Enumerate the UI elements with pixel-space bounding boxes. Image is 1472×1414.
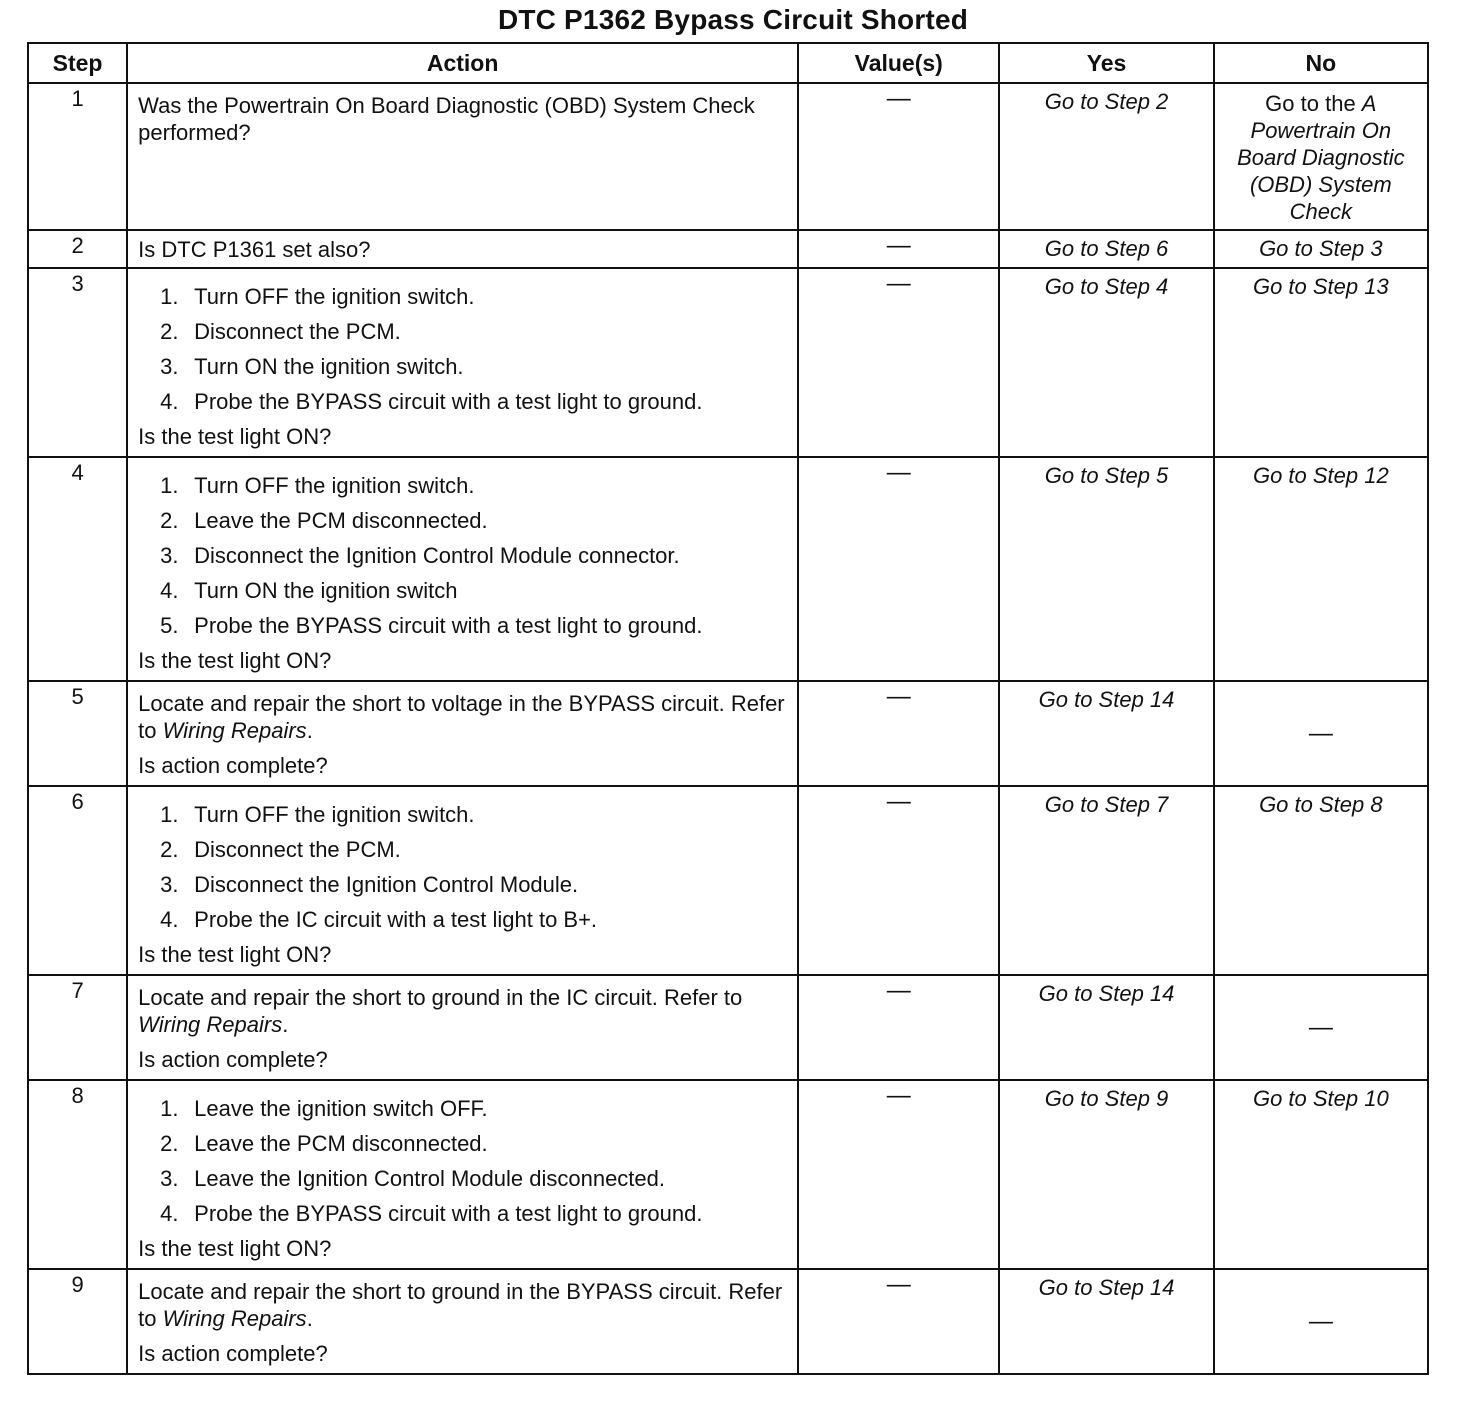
list-item: 1. Turn OFF the ignition switch. bbox=[160, 284, 475, 309]
substep-text: Probe the BYPASS circuit with a test light to ground. bbox=[194, 389, 703, 414]
yes-cell: Go to Step 14 bbox=[999, 1269, 1213, 1374]
page-title: DTC P1362 Bypass Circuit Shorted bbox=[497, 4, 969, 35]
substep-text: Disconnect the PCM. bbox=[194, 837, 401, 862]
list-item: 1. Leave the ignition switch OFF. bbox=[160, 1096, 488, 1121]
no-cell: Go to Step 12 bbox=[1214, 457, 1428, 681]
list-item: 4. Probe the IC circuit with a test light to B+. bbox=[160, 907, 598, 932]
substep-text: Leave the PCM disconnected. bbox=[194, 508, 488, 533]
substep-text: Leave the PCM disconnected. bbox=[194, 1131, 488, 1156]
action-text: Locate and repair the short to ground in the IC circuit. Refer to bbox=[138, 985, 743, 1010]
action-text: Was the Powertrain On Board Diagnostic (OBD) System Check performed? bbox=[138, 93, 755, 145]
diagnostic-table bbox=[27, 42, 1429, 1375]
value-cell: — bbox=[798, 230, 999, 268]
substep-text: Probe the BYPASS circuit with a test light to ground. bbox=[194, 613, 703, 638]
yes-cell: Go to Step 5 bbox=[999, 457, 1213, 681]
substep-text: Disconnect the PCM. bbox=[194, 319, 401, 344]
no-cell: Go to Step 13 bbox=[1214, 268, 1428, 457]
action-paragraph bbox=[138, 984, 787, 1038]
table-row bbox=[28, 681, 1428, 786]
wiring-repairs-ref: Wiring Repairs bbox=[162, 1306, 307, 1331]
table-row bbox=[28, 83, 1428, 230]
no-cell: — bbox=[1214, 1269, 1428, 1374]
table-header-row bbox=[28, 43, 1428, 83]
action-text-end: . bbox=[282, 1012, 289, 1037]
list-item: 2. Disconnect the PCM. bbox=[160, 319, 401, 344]
yes-cell: Go to Step 7 bbox=[999, 786, 1213, 975]
value-cell: — bbox=[798, 1269, 999, 1374]
action-cell bbox=[127, 975, 798, 1080]
action-cell bbox=[127, 83, 798, 230]
value-cell: — bbox=[798, 975, 999, 1080]
substep-text: Turn OFF the ignition switch. bbox=[194, 284, 475, 309]
no-cell: Go to Step 10 bbox=[1214, 1080, 1428, 1269]
step-number: 1 bbox=[28, 83, 127, 230]
step-number: 8 bbox=[28, 1080, 127, 1269]
action-text-end: . bbox=[306, 718, 313, 743]
wiring-repairs-ref: Wiring Repairs bbox=[138, 1012, 283, 1037]
header-yes: Yes bbox=[999, 43, 1213, 83]
list-item: 2. Leave the PCM disconnected. bbox=[160, 508, 488, 533]
no-cell: — bbox=[1214, 681, 1428, 786]
substep-text: Turn ON the ignition switch. bbox=[194, 354, 464, 379]
substep-text: Probe the BYPASS circuit with a test light to ground. bbox=[194, 1201, 703, 1226]
list-item: 3. Turn ON the ignition switch. bbox=[160, 354, 464, 379]
header-step: Step bbox=[28, 43, 127, 83]
yes-cell: Go to Step 9 bbox=[999, 1080, 1213, 1269]
list-item: 1. Turn OFF the ignition switch. bbox=[160, 473, 475, 498]
substep-list bbox=[160, 472, 787, 640]
no-cell bbox=[1214, 83, 1428, 230]
table-row bbox=[28, 457, 1428, 681]
action-paragraph bbox=[138, 1278, 787, 1332]
step-number: 3 bbox=[28, 268, 127, 457]
list-item: 5. Probe the BYPASS circuit with a test light to ground. bbox=[160, 613, 703, 638]
question-text: Is the test light ON? bbox=[138, 942, 332, 967]
question-text: Is the test light ON? bbox=[138, 1236, 332, 1261]
question-text: Is action complete? bbox=[138, 1047, 328, 1072]
action-text: Is DTC P1361 set also? bbox=[138, 237, 371, 262]
action-paragraph bbox=[138, 690, 787, 744]
substep-list bbox=[160, 1095, 787, 1228]
value-cell: — bbox=[798, 268, 999, 457]
question-text: Is action complete? bbox=[138, 753, 328, 778]
action-text-end: . bbox=[306, 1306, 313, 1331]
step-number: 2 bbox=[28, 230, 127, 268]
wiring-repairs-ref: Wiring Repairs bbox=[162, 718, 307, 743]
no-cell: Go to Step 8 bbox=[1214, 786, 1428, 975]
action-text: Locate and repair the short to voltage in the BYPASS circuit. Refer to bbox=[138, 691, 785, 743]
no-prefix: Go to the bbox=[1265, 91, 1362, 116]
substep-list bbox=[160, 801, 787, 934]
value-cell: — bbox=[798, 786, 999, 975]
table-row bbox=[28, 1269, 1428, 1374]
value-cell: — bbox=[798, 83, 999, 230]
action-cell bbox=[127, 457, 798, 681]
yes-cell: Go to Step 2 bbox=[999, 83, 1213, 230]
no-cell: Go to Step 3 bbox=[1214, 230, 1428, 268]
action-text: Locate and repair the short to ground in the BYPASS circuit. Refer to bbox=[138, 1279, 783, 1331]
action-cell bbox=[127, 1080, 798, 1269]
question-text: Is the test light ON? bbox=[138, 648, 332, 673]
header-values: Value(s) bbox=[798, 43, 999, 83]
step-number: 7 bbox=[28, 975, 127, 1080]
substep-text: Probe the IC circuit with a test light to B+. bbox=[194, 907, 598, 932]
list-item: 2. Disconnect the PCM. bbox=[160, 837, 401, 862]
no-cell: — bbox=[1214, 975, 1428, 1080]
list-item: 3. Disconnect the Ignition Control Module. bbox=[160, 872, 579, 897]
table-row bbox=[28, 268, 1428, 457]
substep-text: Turn ON the ignition switch bbox=[194, 578, 458, 603]
substep-text: Turn OFF the ignition switch. bbox=[194, 802, 475, 827]
yes-cell: Go to Step 4 bbox=[999, 268, 1213, 457]
substep-list bbox=[160, 283, 787, 416]
action-cell bbox=[127, 230, 798, 268]
question-text: Is the test light ON? bbox=[138, 424, 332, 449]
list-item: 3. Leave the Ignition Control Module disconnected. bbox=[160, 1166, 666, 1191]
action-cell bbox=[127, 786, 798, 975]
action-cell bbox=[127, 1269, 798, 1374]
header-action: Action bbox=[127, 43, 798, 83]
list-item: 4. Probe the BYPASS circuit with a test light to ground. bbox=[160, 1201, 703, 1226]
yes-cell: Go to Step 14 bbox=[999, 975, 1213, 1080]
table-row bbox=[28, 230, 1428, 268]
header-no: No bbox=[1214, 43, 1428, 83]
question-text: Is action complete? bbox=[138, 1341, 328, 1366]
list-item: 1. Turn OFF the ignition switch. bbox=[160, 802, 475, 827]
substep-text: Disconnect the Ignition Control Module connector. bbox=[194, 543, 680, 568]
list-item: 3. Disconnect the Ignition Control Module connector. bbox=[160, 543, 680, 568]
list-item: 4. Probe the BYPASS circuit with a test light to ground. bbox=[160, 389, 703, 414]
action-cell bbox=[127, 268, 798, 457]
no-italic-ref: A Powertrain On Board Diagnostic (OBD) System Check bbox=[1237, 91, 1405, 224]
yes-cell: Go to Step 14 bbox=[999, 681, 1213, 786]
value-cell: — bbox=[798, 681, 999, 786]
substep-text: Disconnect the Ignition Control Module. bbox=[194, 872, 579, 897]
value-cell: — bbox=[798, 1080, 999, 1269]
step-number: 4 bbox=[28, 457, 127, 681]
step-number: 9 bbox=[28, 1269, 127, 1374]
list-item: 4. Turn ON the ignition switch bbox=[160, 578, 458, 603]
table-row bbox=[28, 786, 1428, 975]
value-cell: — bbox=[798, 457, 999, 681]
yes-cell: Go to Step 6 bbox=[999, 230, 1213, 268]
list-item: 2. Leave the PCM disconnected. bbox=[160, 1131, 488, 1156]
step-number: 5 bbox=[28, 681, 127, 786]
table-row bbox=[28, 1080, 1428, 1269]
substep-text: Leave the ignition switch OFF. bbox=[194, 1096, 488, 1121]
substep-text: Leave the Ignition Control Module disconnected. bbox=[194, 1166, 666, 1191]
step-number: 6 bbox=[28, 786, 127, 975]
action-cell bbox=[127, 681, 798, 786]
substep-text: Turn OFF the ignition switch. bbox=[194, 473, 475, 498]
table-row bbox=[28, 975, 1428, 1080]
